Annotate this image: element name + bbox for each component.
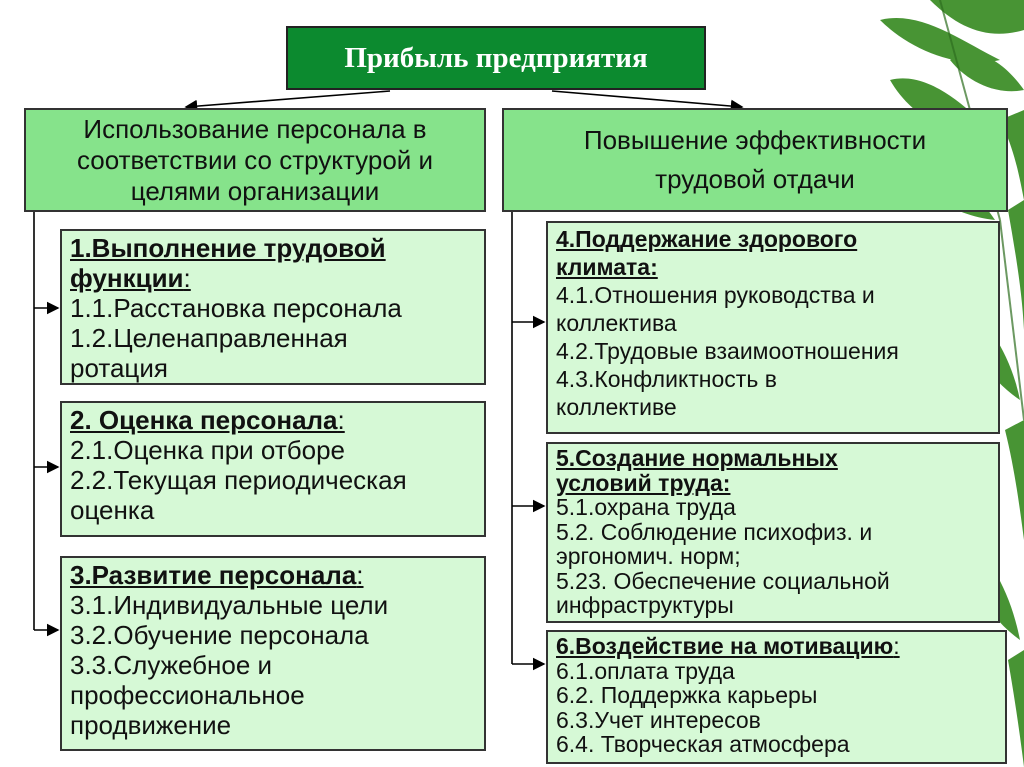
card-heading-line: условий труда:: [556, 469, 731, 496]
card-heading-line: 4.Поддержание здорового: [556, 226, 858, 252]
card-heading-line: климата:: [556, 254, 658, 280]
card-heading-line: 6.Воздействие на мотивацию: [556, 633, 894, 659]
card-item: 4.1.Отношения руководства и: [556, 282, 875, 308]
left-branch-box: [24, 108, 486, 212]
left-branch-line: Использование персонала в: [83, 113, 427, 144]
left-branch-line: целями организации: [130, 175, 380, 206]
left-card-2: [60, 401, 486, 537]
card-item: 1.2.Целенаправленная: [70, 323, 348, 353]
card-item: 2.1.Оценка при отборе: [70, 435, 345, 465]
left-card-3: [60, 556, 486, 751]
card-heading-line: 5.Создание нормальных: [556, 445, 838, 471]
card-item: 5.1.охрана труда: [556, 494, 736, 520]
card-heading: 6.Воздействие на мотивацию:: [556, 633, 900, 659]
card-item: оценка: [70, 495, 155, 525]
card-item: коллектива: [556, 310, 677, 336]
card-heading-line: 1.Выполнение трудовой: [70, 233, 386, 263]
card-heading-line: 3.Развитие персонала: [70, 560, 357, 590]
right-card-4: [546, 221, 1000, 434]
card-item: 2.2.Текущая периодическая: [70, 465, 407, 495]
card-item: 6.4. Творческая атмосфера: [556, 731, 850, 757]
card-item: ротация: [70, 353, 168, 383]
card-item: 1.1.Расстановка персонала: [70, 293, 402, 323]
card-item: 6.1.оплата труда: [556, 657, 735, 684]
card-item: 3.3.Служебное и: [70, 650, 273, 680]
card-item: 4.3.Конфликтность в: [556, 366, 777, 392]
card-item: 3.2.Обучение персонала: [70, 620, 369, 650]
card-heading: 2. Оценка персонала:: [70, 405, 345, 435]
card-item: 5.23. Обеспечение социальной: [556, 567, 890, 594]
right-card-5: [546, 442, 1000, 623]
card-heading: [70, 233, 476, 263]
card-item: эргономич. норм;: [556, 543, 741, 569]
card-item: 5.2. Соблюдение психофиз. и: [556, 518, 873, 545]
card-heading: 3.Развитие персонала:: [70, 560, 364, 590]
card-item: 4.2.Трудовые взаимоотношения: [556, 338, 899, 364]
card-item: 6.2. Поддержка карьеры: [556, 682, 818, 708]
left-card-1: [60, 229, 486, 385]
card-item: профессиональное: [70, 680, 305, 710]
card-item: 6.3.Учет интересов: [556, 706, 761, 733]
card-item: 3.1.Индивидуальные цели: [70, 590, 389, 620]
card-item: инфраструктуры: [556, 592, 734, 618]
right-card-6: [546, 630, 1007, 764]
card-heading-line: 2. Оценка персонала: [70, 405, 338, 435]
card-item: коллективе: [556, 394, 677, 420]
right-branch-box: [502, 108, 1008, 212]
card-item: продвижение: [70, 710, 232, 740]
card-heading: функции:: [70, 263, 191, 293]
right-branch-line: трудовой отдачи: [655, 164, 855, 194]
right-branch-line: Повышение эффективности: [583, 125, 927, 155]
left-branch-line: соответствии со структурой и: [76, 144, 434, 175]
card-heading-line: функции: [70, 263, 184, 293]
title-box: [286, 26, 706, 90]
title-text: Прибыль предприятия: [344, 41, 648, 74]
